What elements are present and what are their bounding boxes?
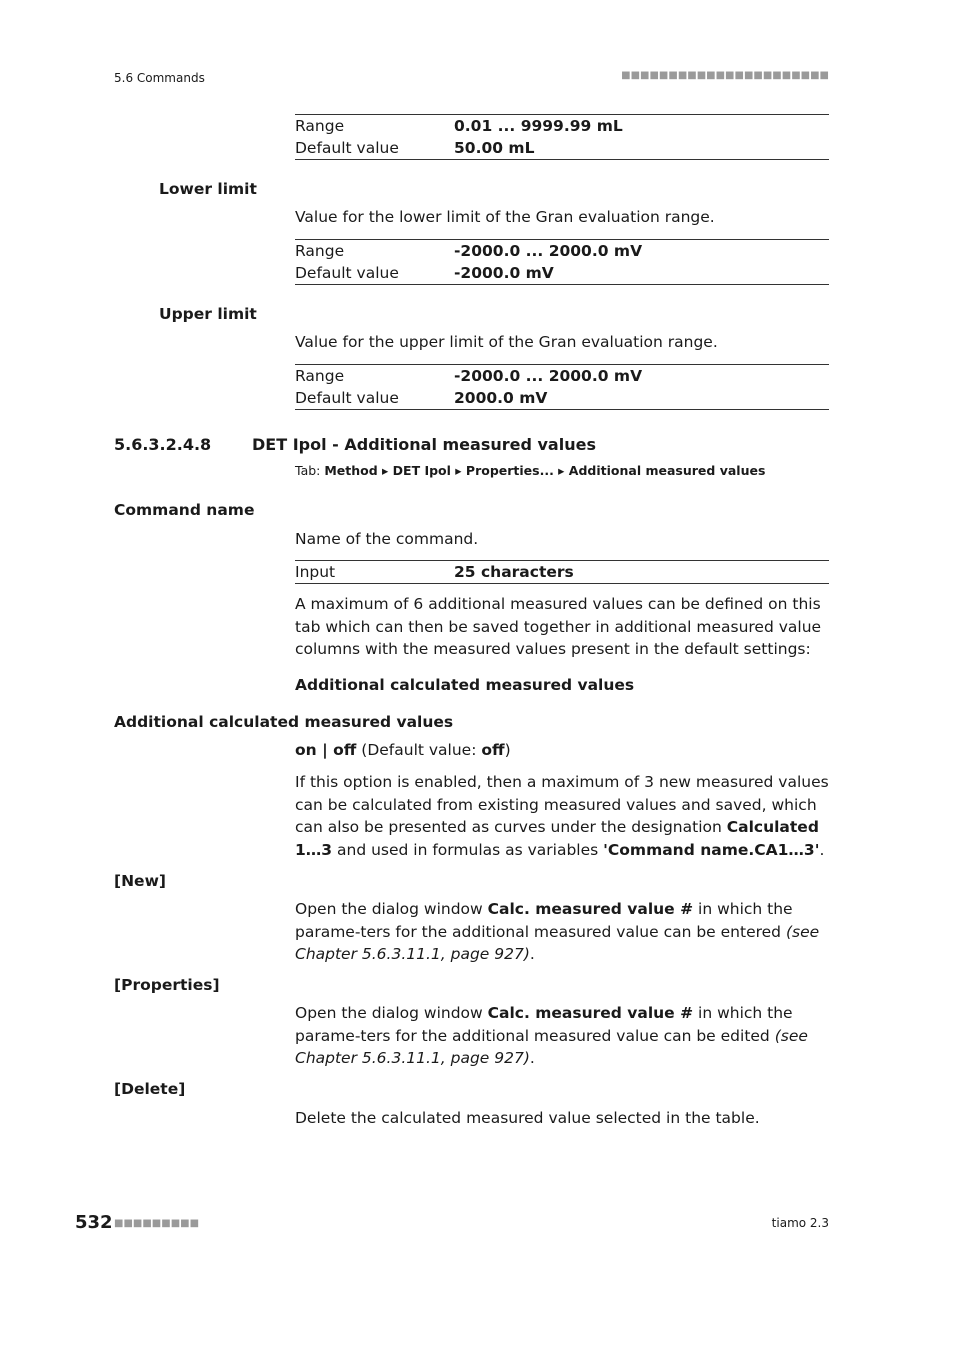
additional-bold-calculated: Calculated 1…3: [295, 818, 819, 859]
properties-button-title: [Properties]: [114, 976, 220, 994]
additional-default-line: [295, 739, 511, 762]
page-number: 532: [75, 1212, 113, 1233]
footer-dots-decoration: ■■■■■■■■■: [114, 1218, 200, 1229]
properties-text-d: .: [529, 1049, 535, 1067]
lower-limit-description: Value for the lower limit of the Gran evaluation range.: [295, 208, 715, 226]
row-value: 0.01 ... 9999.99 mL: [454, 117, 623, 135]
row-key: Default value: [295, 264, 399, 282]
additional-text-3: .: [819, 840, 825, 859]
new-description: [295, 898, 829, 966]
row-key: Default value: [295, 389, 399, 407]
upper-limit-title: Upper limit: [159, 305, 257, 323]
properties-description: [295, 1002, 829, 1070]
default-value: off: [481, 741, 505, 759]
table-row: [295, 115, 829, 138]
lower-limit-title: Lower limit: [159, 180, 257, 198]
table-row: [295, 387, 829, 410]
row-value: -2000.0 ... 2000.0 mV: [454, 367, 643, 385]
row-key: Default value: [295, 139, 399, 157]
new-dialog-name: Calc. measured value #: [487, 900, 694, 918]
upper-limit-description: Value for the upper limit of the Gran evaluation range.: [295, 333, 718, 351]
row-value: 2000.0 mV: [454, 389, 548, 407]
properties-chapter-reference[interactable]: (see Chapter 5.6.3.11.1, page 927): [295, 1026, 808, 1067]
new-text-d: .: [529, 945, 535, 963]
row-key: Range: [295, 367, 345, 385]
new-chapter-reference[interactable]: (see Chapter 5.6.3.11.1, page 927): [295, 922, 820, 963]
additional-text-1: If this option is enabled, then a maximum of 3 new measured values can be calculated from existing measured values and saved, which can also be presented as curves under the designation: [295, 773, 829, 836]
command-name-subheading: Additional calculated measured values: [295, 676, 635, 694]
row-key: Range: [295, 117, 345, 135]
table-row: [295, 240, 829, 263]
lower-limit-table: [295, 239, 829, 285]
command-name-table: [295, 560, 829, 584]
properties-dialog-name: Calc. measured value #: [487, 1004, 694, 1022]
section-number: 5.6.3.2.4.8: [114, 435, 212, 454]
delete-description: Delete the calculated measured value selected in the table.: [295, 1109, 760, 1127]
table-row: [295, 137, 829, 160]
command-name-description: Name of the command.: [295, 530, 479, 548]
command-name-paragraph: A maximum of 6 additional measured values can be defined on this tab which can then be saved together in additional measured value columns with the measured values present in the default settings:: [295, 595, 822, 658]
running-header-section: 5.6 Commands: [114, 71, 205, 85]
delete-button-title: [Delete]: [114, 1080, 186, 1098]
additional-text-2: and used in formulas as variables: [332, 840, 604, 859]
default-prefix: (Default value:: [356, 741, 482, 759]
upper-limit-table: [295, 364, 829, 410]
additional-values-title: Additional calculated measured values: [114, 713, 454, 731]
tab-prefix: Tab:: [295, 463, 325, 478]
table-row: [295, 561, 829, 584]
row-key: Input: [295, 563, 336, 581]
section-title: DET Ipol - Additional measured values: [252, 435, 596, 454]
row-value: -2000.0 ... 2000.0 mV: [454, 242, 643, 260]
tab-path: Method ▸ DET Ipol ▸ Properties... ▸ Additional measured values: [324, 463, 766, 478]
row-value: 25 characters: [454, 563, 574, 581]
additional-bold-variable: 'Command name.CA1…3': [603, 840, 820, 859]
footer-product: tiamo 2.3: [771, 1216, 829, 1230]
row-value: 50.00 mL: [454, 139, 535, 157]
new-text-a: Open the dialog window: [295, 900, 488, 918]
default-suffix: ): [504, 741, 511, 759]
row-key: Range: [295, 242, 345, 260]
table-row: [295, 262, 829, 285]
row-value: -2000.0 mV: [454, 264, 554, 282]
new-button-title: [New]: [114, 872, 166, 890]
volume-parameter-table: [295, 114, 829, 160]
tab-breadcrumb: [295, 463, 765, 478]
table-row: [295, 365, 829, 388]
header-dots-decoration: ■■■■■■■■■■■■■■■■■■■■■■: [621, 70, 829, 81]
properties-text-c: in which the parame-ters for the additional measured value can be edited: [295, 1004, 793, 1045]
new-text-c: in which the parame-ters for the additional measured value can be entered: [295, 900, 793, 941]
command-name-title: Command name: [114, 501, 255, 519]
additional-description: [295, 771, 829, 861]
properties-text-a: Open the dialog window: [295, 1004, 488, 1022]
onoff-options: on | off: [295, 741, 357, 759]
